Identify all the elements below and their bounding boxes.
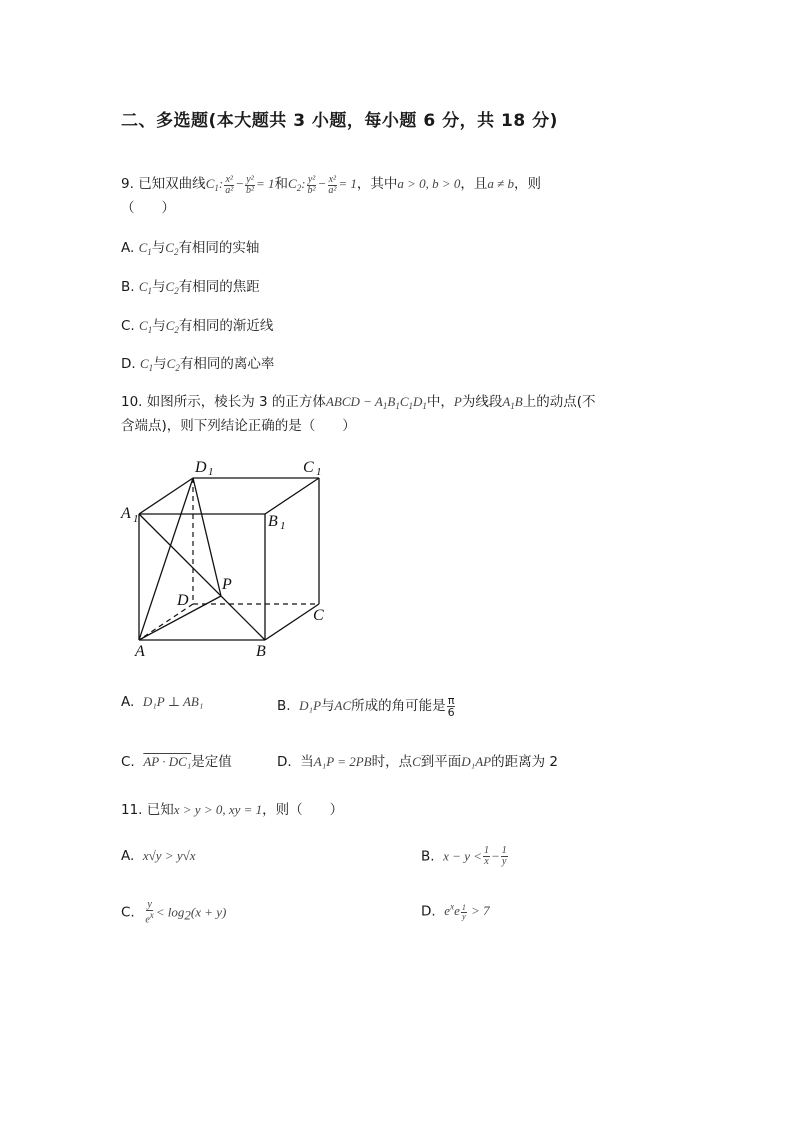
svg-text:1: 1	[316, 466, 322, 478]
q10-option-c: C. AP · DC₁是定值	[121, 754, 232, 770]
q9-also: ，且	[460, 176, 488, 192]
q9-number: 9.	[121, 176, 134, 192]
q11-option-b: B. x − y < $\frac{1}{x}$ − $\frac{1}{y}$	[421, 845, 507, 867]
q9-option-c: C. $C_1$与$C_2$有相同的渐近线	[121, 318, 274, 335]
q10-option-b: B. D₁P与AC所成的角可能是 $\frac{\pi}{6}$	[277, 693, 455, 719]
q9-c1: $C_1$: $\frac{\text{x²}}{\text{a²}}$ − $\frac{\text{y²}}{\text{b²}}$ = 1	[205, 173, 275, 196]
q9-cond: a > 0, b > 0	[397, 176, 461, 191]
section-title: 二、多选题(本大题共 3 小题，每小题 6 分，共 18 分)	[121, 111, 558, 131]
label-B1: B	[268, 513, 278, 530]
q9-c2: $C_2$: $\frac{\text{y²}}{\text{b²}}$ − $\frac{\text{x²}}{\text{a²}}$ = 1	[288, 173, 357, 196]
cube-figure	[115, 450, 345, 660]
question-11: 11. 已知x > y > 0, xy = 1，则（ ）	[121, 802, 344, 818]
label-C1: C	[303, 459, 314, 476]
q9-paren: （ ）	[121, 200, 175, 216]
svg-text:1: 1	[133, 513, 139, 525]
svg-text:1: 1	[208, 466, 214, 478]
q9-option-a: A. $C_1$与$C_2$有相同的实轴	[121, 240, 260, 257]
q10-option-d: D. 当A₁P = 2PB时，点C到平面D₁AP的距离为 2	[277, 754, 558, 770]
svg-text:1: 1	[280, 520, 286, 532]
q9-where: ，其中	[356, 176, 398, 192]
question-10-line2: 含端点)，则下列结论正确的是（ ）	[121, 418, 356, 434]
label-C: C	[313, 607, 324, 624]
label-B: B	[256, 643, 266, 660]
q9-option-d: D. $C_1$与$C_2$有相同的离心率	[121, 356, 275, 373]
q11-option-c: C. $\frac{y}{e^x}$ < $\log_2(x + y)$	[121, 899, 227, 926]
question-9	[121, 172, 541, 196]
q9-neq: a ≠ b	[487, 176, 515, 191]
label-D: D	[177, 592, 189, 609]
label-P: P	[222, 576, 232, 593]
question-10-line1: 10. 如图所示，棱长为 3 的正方体ABCD − $A_1B_1C_1D_1$中，P为线段$A_1B$上的动点(不	[121, 394, 596, 411]
label-D1: D	[195, 459, 207, 476]
q9-prefix: 已知双曲线	[138, 176, 206, 192]
label-A1: A	[121, 505, 131, 522]
label-A: A	[135, 643, 145, 660]
q11-option-d: D. $e^xe$ $\frac{1}{y}$ > 7	[421, 902, 490, 921]
q9-then: ，则	[514, 176, 542, 192]
q9-and: 和	[274, 176, 289, 192]
q9-option-b: B. $C_1$与$C_2$有相同的焦距	[121, 279, 260, 296]
q11-option-a: A. x√y > y√x	[121, 848, 196, 864]
q10-option-a: A. D₁P ⊥ AB₁	[121, 694, 204, 710]
